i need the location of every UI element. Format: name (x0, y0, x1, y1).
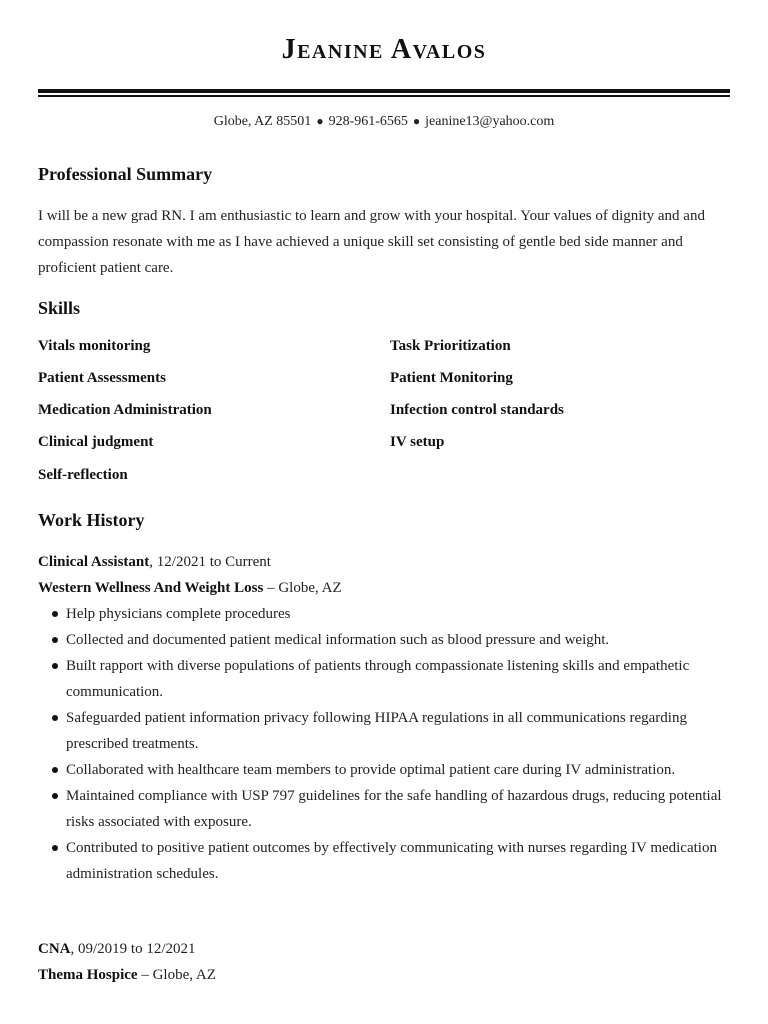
job-employer-line (38, 575, 730, 601)
skill-item: Patient Monitoring (390, 370, 513, 386)
job-role: Clinical Assistant (38, 554, 150, 570)
skill-item: Medication Administration (38, 402, 212, 418)
skill-item: Clinical judgment (38, 434, 154, 450)
skill-item: IV setup (390, 434, 445, 450)
skill-item: Task Prioritization (390, 338, 511, 354)
job-title-line (38, 936, 730, 962)
header-rule-thin (38, 95, 730, 97)
job-dates: , 09/2019 to 12/2021 (70, 941, 196, 957)
job-entry (38, 549, 730, 887)
job-role: CNA (38, 941, 71, 957)
skill-item: Vitals monitoring (38, 338, 151, 354)
job-bullet: Collaborated with healthcare team members to provide optimal patient care during IV administration. (38, 757, 730, 783)
candidate-name: Jeanine Avalos (281, 34, 487, 65)
skills-heading: Skills (38, 298, 81, 318)
job-bullet: Safeguarded patient information privacy following HIPAA regulations in all communications regarding prescribed treatments. (38, 705, 730, 757)
job-employer: Thema Hospice (38, 967, 138, 983)
header-rule-thick (38, 89, 730, 93)
skill-item: Infection control standards (390, 402, 564, 418)
job-employer-line (38, 962, 730, 988)
job-bullet: Built rapport with diverse populations of patients through compassionate listening skills and empathetic communication. (38, 653, 730, 705)
separator-dot: ● (316, 114, 324, 128)
job-location: – Globe, AZ (263, 580, 342, 596)
summary-text: I will be a new grad RN. I am enthusiastic to learn and grow with your hospital. Your values of dignity and and compassion resonate with me as I have achieved a unique skill set consisting of gentle bed side manner and proficient patient care. (38, 208, 705, 276)
summary-heading: Professional Summary (38, 164, 213, 184)
job-bullet: Maintained compliance with USP 797 guidelines for the safe handling of hazardous drugs, reducing potential risks associated with exposure. (38, 783, 730, 835)
job-title-line (38, 549, 730, 575)
contact-location: Globe, AZ 85501 (213, 114, 312, 129)
job-dates: , 12/2021 to Current (149, 554, 271, 570)
contact-phone: 928-961-6565 (328, 114, 408, 129)
job-employer: Western Wellness And Weight Loss (38, 580, 264, 596)
job-location: – Globe, AZ (137, 967, 216, 983)
contact-email: jeanine13@yahoo.com (425, 114, 555, 129)
job-bullet: Help physicians complete procedures (38, 601, 730, 627)
skill-item: Patient Assessments (38, 370, 166, 386)
contact-line (38, 114, 730, 130)
job-bullet: Contributed to positive patient outcomes by effectively communicating with nurses regarding IV medication administration schedules. (38, 835, 730, 887)
work-history-heading: Work History (38, 510, 145, 530)
separator-dot: ● (412, 114, 421, 128)
job-bullet: Collected and documented patient medical information such as blood pressure and weight. (38, 627, 730, 653)
skill-item: Self-reflection (38, 467, 128, 483)
job-bullets (38, 601, 730, 887)
job-entry (38, 936, 730, 988)
